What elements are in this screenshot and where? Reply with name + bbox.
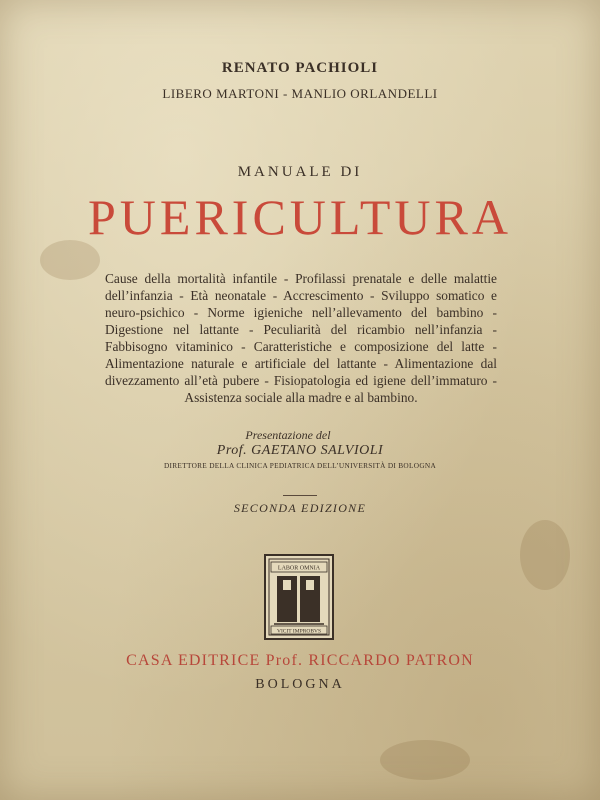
presenter-role: DIRETTORE DELLA CLINICA PEDIATRICA DELL’UNIVERSITÀ DI BOLOGNA <box>163 461 437 470</box>
age-stain <box>40 240 100 280</box>
author-line-2: LIBERO MARTONI - MANLIO ORLANDELLI <box>162 86 438 101</box>
author-line-1: RENATO PACHIOLI <box>221 60 379 76</box>
age-stain <box>380 740 470 780</box>
divider <box>283 495 317 496</box>
contents-description: Cause della mortalità infantile - Profilassi prenatale e delle malattie dell’infanzia - Età neonatale - Accrescimento - Sviluppo somatico e neuro-psichico - Norme igieniche nell’allevamento del bambino - Digestione nel lattante - Peculiarità del ricambio nell’infanzia - Fabbisogno vitaminico - Caratteristiche e composizione del latte - Alimentazione naturale e artificiale del lattante - Alimentazione dal divezzamento all’età pubere - Fisiopatologia ed igiene dell’immaturo - Assistenza sociale alla madre e al bambino. <box>105 271 497 405</box>
book-title: PUERICULTURA <box>88 189 512 245</box>
edition: SECONDA EDIZIONE <box>233 501 367 515</box>
publisher-city: BOLOGNA <box>255 677 345 692</box>
age-stain <box>520 520 570 590</box>
presentation-label: Presentazione del <box>245 428 331 442</box>
logo-bottom-text: VICIT IMPROBVS <box>276 628 322 635</box>
logo-top-text: LABOR OMNIA <box>277 565 321 572</box>
publisher-name: CASA EDITRICE Prof. RICCARDO PATRON <box>126 652 474 669</box>
publisher-logo-icon <box>264 554 334 640</box>
pre-title: MANUALE DI <box>237 164 363 180</box>
presenter-name: Prof. GAETANO SALVIOLI <box>216 443 384 458</box>
